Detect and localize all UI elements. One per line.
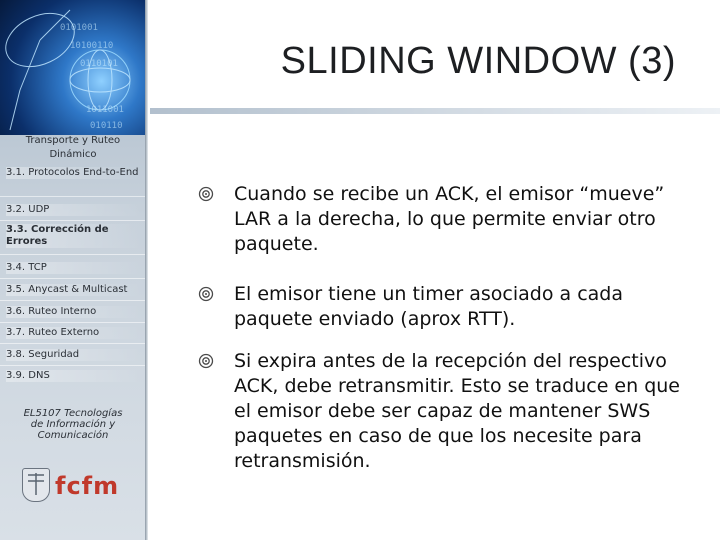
sidebar-divider: [0, 365, 145, 366]
course-label: EL5107 Tecnologías de Información y Comunicación: [23, 408, 123, 441]
sidebar-item-tcp[interactable]: 3.4. TCP: [6, 262, 142, 274]
sidebar-item-anycast-multicast[interactable]: 3.5. Anycast & Multicast: [6, 284, 142, 296]
sidebar-item-udp[interactable]: 3.2. UDP: [6, 204, 142, 216]
sidebar-divider: [0, 343, 145, 344]
bullet-text: Si expira antes de la recepción del respectivo ACK, debe retransmitir. Esto se traduce en que el emisor debe ser capaz de mantener SWS paquetes en caso de que los necesite para retransmisión.: [234, 350, 680, 472]
sidebar-item-seguridad[interactable]: 3.8. Seguridad: [6, 349, 142, 361]
sidebar-divider: [0, 300, 145, 301]
sidebar-divider: [0, 278, 145, 279]
svg-text:010110: 010110: [90, 121, 123, 131]
satellite-dish-image: [0, 0, 145, 135]
bullet-text: El emisor tiene un timer asociado a cada paquete enviado (aprox RTT).: [234, 283, 623, 330]
slide-title: SLIDING WINDOW (3): [280, 40, 676, 82]
sidebar-edge: [145, 0, 148, 540]
sidebar-item-ruteo-interno[interactable]: 3.6. Ruteo Interno: [6, 306, 142, 318]
bullet-text: Cuando se recibe un ACK, el emisor “mueve” LAR a la derecha, lo que permite enviar otro paquete.: [234, 183, 665, 255]
sidebar-item-end-to-end[interactable]: 3.1. Protocolos End-to-End: [6, 167, 142, 179]
sidebar-divider: [0, 322, 145, 323]
bullet-icon: [198, 286, 214, 302]
sidebar-divider: [0, 220, 145, 221]
bullet-icon: [198, 186, 214, 202]
sidebar-item-dns[interactable]: 3.9. DNS: [6, 370, 142, 382]
sidebar-item-ruteo-externo[interactable]: 3.7. Ruteo Externo: [6, 327, 142, 339]
sidebar-divider: [0, 196, 145, 197]
fcfm-logo: fcfm: [55, 472, 120, 500]
title-underline: [150, 108, 720, 114]
sidebar: [0, 0, 145, 540]
bullet-icon: [198, 353, 214, 369]
sidebar-divider: [0, 254, 145, 255]
satellite-dish-icon: [0, 0, 145, 135]
university-seal-icon: [22, 468, 50, 502]
svg-text:0101001: 0101001: [60, 23, 98, 33]
sidebar-title: Transporte y Ruteo Dinámico: [25, 135, 121, 160]
svg-text:10100110: 10100110: [70, 41, 114, 51]
sidebar-item-correccion-errores[interactable]: 3.3. Corrección de Errores: [6, 224, 142, 248]
svg-text:1011001: 1011001: [86, 105, 124, 115]
svg-text:0110101: 0110101: [80, 59, 118, 69]
